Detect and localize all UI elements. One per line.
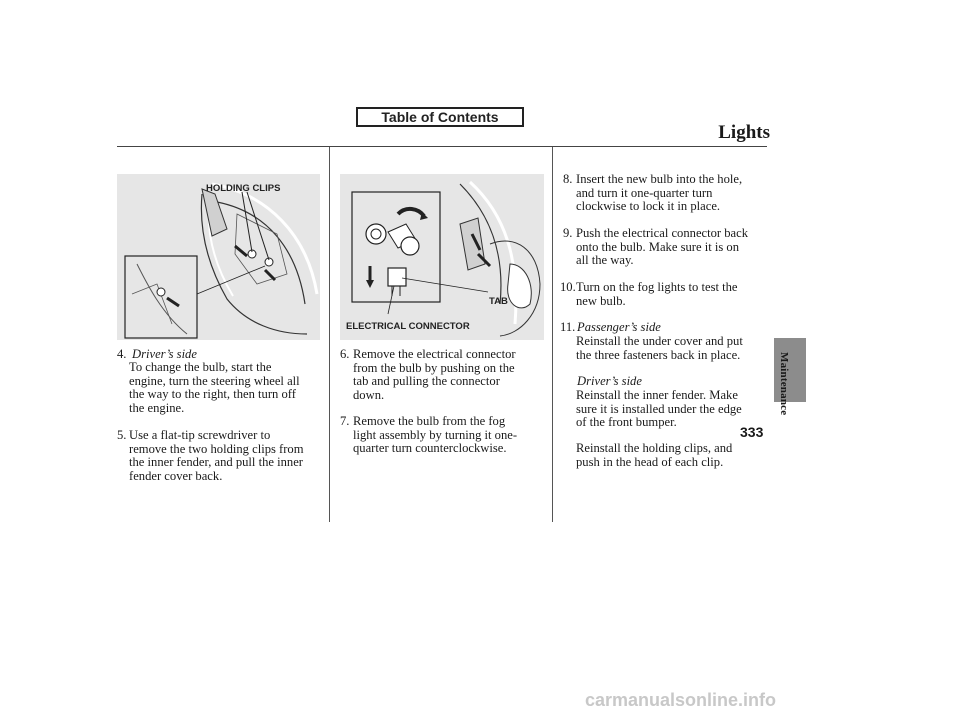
step-6-text: Remove the electrical connector from the bulb by pushing on the tab and pulling the connector down. [353, 347, 516, 402]
holding-clips-label: HOLDING CLIPS [206, 183, 281, 194]
step-11-subtext-2: Reinstall the holding clips, and push in the head of each clip. [576, 441, 733, 469]
step-8-text: Insert the new bulb into the hole, and turn it one-quarter turn clockwise to lock it in place. [576, 172, 743, 214]
side-tab-label: Maintenance [778, 352, 790, 416]
fender-illustration [117, 174, 320, 340]
watermark: carmanualsonline.info [585, 690, 777, 710]
step-7-text: Remove the bulb from the fog light assembly by turning it one- quarter turn counterclockwise. [353, 414, 518, 456]
step-11-number: 11. [560, 320, 576, 334]
step-11-text: Reinstall the under cover and put the three fasteners back in place. [576, 334, 743, 362]
step-11-subtext: Reinstall the inner fender. Make sure it is installed under the edge of the front bumper. [576, 388, 742, 430]
step-4-text: To change the bulb, start the engine, turn the steering wheel all the way to the right, then turn off the engine. [129, 360, 300, 415]
step-11-heading: Passenger’s side [577, 320, 661, 334]
step-8-number: 8. [563, 172, 573, 186]
figure-electrical-connector [340, 174, 544, 340]
step-5-text: Use a flat-tip screwdriver to remove the two holding clips from the inner fender, and pull the inner fender cover back. [129, 428, 304, 483]
step-4-number: 4. [117, 347, 127, 361]
header-rule [117, 146, 767, 147]
table-of-contents-button[interactable]: Table of Contents [356, 107, 524, 127]
step-9-number: 9. [563, 226, 573, 240]
step-7-number: 7. [340, 414, 350, 428]
tab-label: TAB [489, 296, 508, 307]
electrical-connector-label: ELECTRICAL CONNECTOR [346, 321, 470, 332]
column-divider-2 [552, 147, 553, 522]
step-6-number: 6. [340, 347, 350, 361]
column-divider-1 [329, 147, 330, 522]
step-11-subheading: Driver’s side [577, 374, 642, 388]
page-number: 333 [740, 424, 764, 440]
fog-light-illustration [340, 174, 544, 340]
step-10-text: Turn on the fog lights to test the new bulb. [576, 280, 738, 308]
step-5-number: 5. [117, 428, 127, 442]
figure-holding-clips [117, 174, 320, 340]
step-9-text: Push the electrical connector back onto the bulb. Make sure it is on all the way. [576, 226, 749, 268]
step-4-heading: Driver’s side [132, 347, 197, 361]
section-title: Lights [718, 122, 770, 143]
step-10-number: 10. [560, 280, 576, 294]
